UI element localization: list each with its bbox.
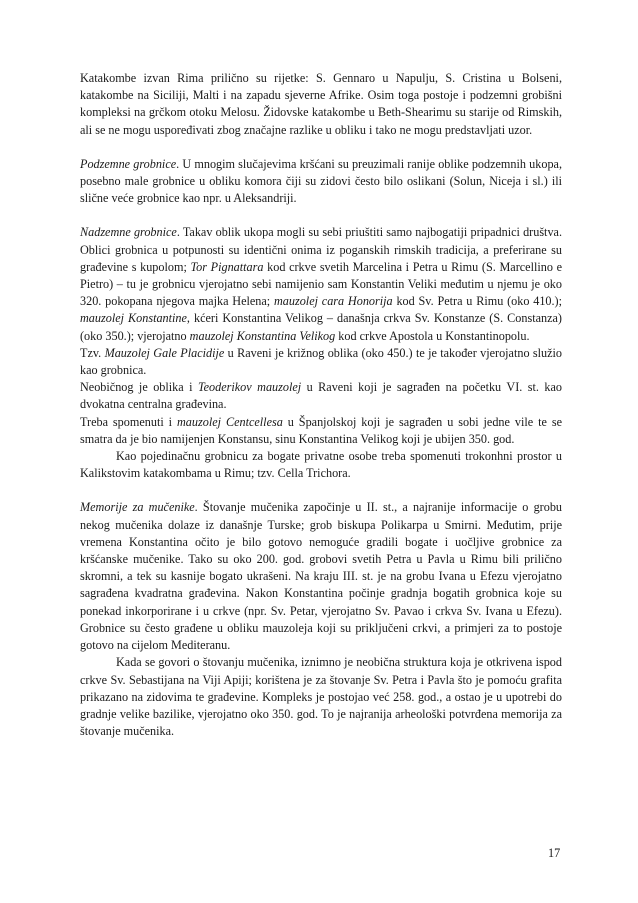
italic-term: Nadzemne grobnice	[80, 225, 177, 240]
text-run: . U mnogim slučajevima kršćani su preuzimali ranije oblike podzemnih ukopa, posebno male grobnice u obliku komora čiji su zidovi često bilo oslikani (Solun, Niceja i sl.) ili slične veće grobnice kao npr. u Aleksandriji.	[80, 156, 563, 206]
paragraph	[80, 499, 562, 654]
paragraph	[80, 224, 562, 344]
text-run: kod crkve Apostola u Konstantinopolu.	[335, 328, 530, 343]
paragraph	[80, 379, 562, 413]
text-run: Katakombe izvan Rima prilično su rijetke: S. Gennaro u Napulju, S. Cristina u Bolseni, katakombe na Siciliji, Malti i na zapadu sjeverne Afrike. Osim toga postoje i podzemni grobišni kompleksi na grčkom otoku Melosu. Židovske katakombe u Beth-Shearimu su starije od Rimskih, ali se ne mogu uspoređivati zbog značajne razlike u obliku i tako ne mogu predstavljati uzor.	[80, 71, 562, 137]
text-run: u Raveni koji je sagrađen na početku VI. st. kao dvokatna centralna građevina.	[80, 380, 562, 412]
italic-term: Teoderikov mauzolej	[197, 380, 302, 395]
italic-term: mauzolej Konstantine	[80, 311, 187, 326]
italic-term: mauzolej Konstantina Velikog	[189, 328, 336, 343]
text-run: , kćeri Konstantina Velikog – današnja crkva Sv. Konstanze (S. Constanza) (oko 350.); vjerojatno	[80, 311, 562, 343]
italic-term: Tor Pignattara	[190, 259, 264, 274]
text-run: kod crkve svetih Marcelina i Petra u Rimu (S. Marcellino e Pietro) – tu je grobnicu vjerojatno sebi namijenio sam Konstantin Veliki međutim u njemu je oko 320. pokopana njegova majka Helena;	[80, 259, 563, 309]
text-run: Treba spomenuti i	[80, 414, 177, 429]
paragraph	[80, 654, 562, 740]
paragraph	[80, 448, 562, 482]
text-run: . Takav oblik ukopa mogli su sebi priuštiti samo najbogatiji pripadnici društva. Oblici grobnica u potpunosti su identični onima iz poganskih rimskih tradicija, a preferirane su građevine s kupolom;	[80, 225, 562, 274]
italic-term: Memorije za mučenike	[80, 500, 195, 515]
italic-term: mauzolej Centcellesa	[177, 414, 283, 429]
text-run: Tzv.	[80, 345, 105, 360]
page-number: 17	[548, 846, 561, 860]
text-run: Neobičnog je oblika i	[80, 380, 198, 395]
paragraph	[80, 414, 562, 448]
italic-term: mauzolej cara Honorija	[273, 294, 393, 309]
body-text	[80, 70, 562, 740]
text-run: kod Sv. Petra u Rimu (oko 410.);	[392, 294, 563, 309]
italic-term: Mauzolej Gale Placidije	[104, 345, 225, 360]
text-run: u Španjolskoj koji je sagrađen u sobi jedne vile te se smatra da je bio namijenjen Konstansu, sinu Konstantina Velikog koji je ubijen 350. god.	[80, 414, 562, 446]
text-run: . Štovanje mučenika započinje u II. st., a najranije informacije o grobu nekog mučenika dolaze iz današnje Turske; grob biskupa Polikarpa u Smirni. Međutim, prije vremena Konstantina očito je bilo gotovo nemoguće gradili bogate i uočljive grobnice za kršćanske mučenike. Tako su oko 200. god. grobovi svetih Petra u Pavla u Rimu bili prilično skromni, a tek su kasnije bogato ukrašeni. Na kraju III. st. je na grobu Ivana u Efezu vjerojatno sagrađena kvadratna građevina. Nakon Konstantina počinje gradnja bogatih grobnica koje su ponekad inkorporirane i u crkve (npr. Sv. Petar, vjerojatno Sv. Pavao i crkva Sv. Ivana u Efezu). Grobnice su često građene u obliku mauzoleja koji su priključeni crkvi, a primjeri za to postoje gotovo na cijelom Mediteranu.	[80, 500, 563, 653]
text-run: u Raveni je križnog oblika (oko 450.) te je također vjerojatno služio kao grobnica.	[80, 345, 562, 378]
text-run: Kada se govori o štovanju mučenika, iznimno je neobična struktura koja je otkrivena ispod crkve Sv. Sebastijana na Viji Apiji; korištena je za štovanje Sv. Petra i Pavla što je pomoću grafita prikazano na zidovima te građevine. Kompleks je postojao već 258. god., a ostao je u upotrebi do gradnje velike bazilike, vjerojatno oko 350. god. To je najranija arheološki potvrđena memorija za štovanje mučenika.	[80, 655, 562, 739]
paragraph	[80, 345, 562, 379]
italic-term: Podzemne grobnice	[80, 156, 177, 171]
text-run: Kao pojedinačnu grobnicu za bogate privatne osobe treba spomenuti trokonhni prostor u Kalikstovim katakombama u Rimu; tzv. Cella Trichora.	[80, 449, 562, 481]
paragraph	[80, 156, 562, 208]
paragraph	[80, 70, 562, 139]
